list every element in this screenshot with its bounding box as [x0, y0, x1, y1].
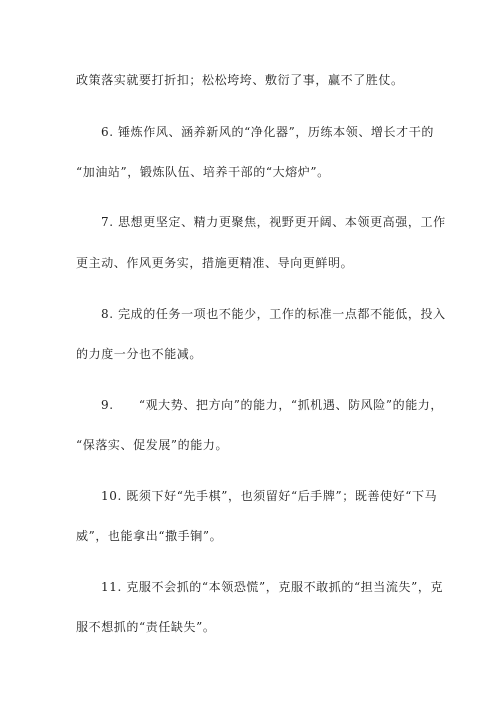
item-7-line-1: 7. 思想更坚定、精力更聚焦，视野更开阔、本领更高强，工作 — [101, 215, 446, 229]
item-8-line-1: 8. 完成的任务一项也不能少，工作的标准一点都不能低，投入 — [101, 307, 446, 321]
item-9-line-2: “保落实、促发展”的能力。 — [76, 438, 229, 452]
item-7-line-2: 更主动、作风更务实，措施更精准、导向更鲜明。 — [76, 256, 354, 270]
item-8-line-2: 的力度一分也不能减。 — [76, 347, 203, 361]
item-11-line-1: 11. 克服不会抓的“本领恐慌”，克服不敢抓的“担当流失”，克 — [101, 580, 444, 594]
item-10-line-1: 10. 既须下好“先手棋”，也须留好“后手牌”；既善使好“下马 — [101, 489, 438, 503]
item-6-line-2: “加油站”，锻炼队伍、培养干部的“大熔炉”。 — [76, 165, 330, 179]
item-10-line-2: 威”，也能拿出“撒手锏”。 — [76, 529, 223, 543]
item-11-line-2: 服不想抓的“责任缺失”。 — [76, 620, 216, 634]
item-9-line-1: 9. “观大势、把方向”的能力，“抓机遇、防风险”的能力， — [101, 398, 443, 412]
item-6-line-1: 6. 锤炼作风、涵养新风的“净化器”，历练本领、增长才干的 — [101, 125, 434, 139]
text-line-1: 政策落实就要打折扣；松松垮垮、敷衍了事，赢不了胜仗。 — [76, 73, 404, 87]
